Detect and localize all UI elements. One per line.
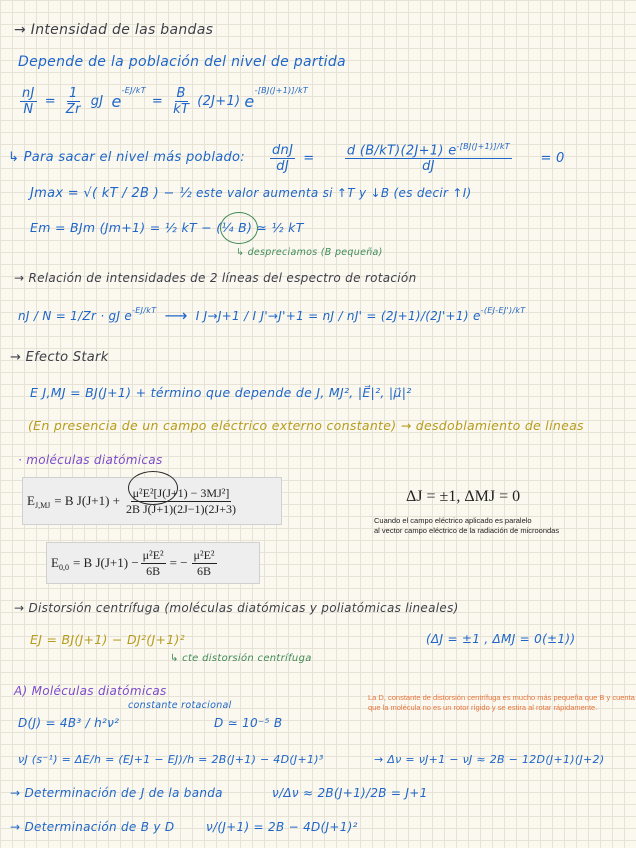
b-over-kt-fraction: [171, 86, 191, 117]
relacion-ratio: I J→J+1 / I J'→J'+1 = nJ / nJ' = (2J+1)/(2J'+1) e: [195, 308, 481, 323]
derivative-condition: $\frac{\text{dnJ}}{dJ}$ = $\frac{d (B/kT)(2J+1) e^{-[BJ(J+1)]/kT}}{dJ}$ = 0: [272, 142, 565, 175]
typed1-subscript: J,MJ: [34, 500, 51, 510]
exponent-2: -[BJ(J+1)]/kT: [254, 86, 309, 95]
typed1-mid: = B J(J+1) +: [54, 493, 120, 508]
determinacion-j-title: → Determinación de J de la banda: [10, 786, 223, 800]
typed2-subscript: 0,0: [58, 562, 69, 572]
typed1-denominator: 2B J(J+1)(2J−1)(2J+3): [126, 501, 236, 516]
d-equation: D(J) = 4B³ / h²ν²: [18, 716, 120, 730]
typed2-numerator-1: μ²E²: [142, 547, 164, 562]
section-title-relacion: → Relación de intensidades de 2 líneas del espectro de rotación: [14, 271, 417, 285]
degeneracy-factor: (2J+1): [197, 94, 241, 109]
dn-dj-fraction: [270, 143, 295, 174]
kt-label: kT: [173, 102, 190, 117]
stark-note: (En presencia de un campo eléctrico externo constante) → desdoblamiento de líneas: [28, 418, 584, 433]
derivative-fraction: [322, 142, 534, 174]
moleculas-diatomicas-label: · moléculas diatómicas: [18, 453, 163, 467]
typed2-denominator-2: 6B: [197, 563, 212, 578]
dn-label: dnJ: [272, 142, 294, 158]
d-magnitude: D ≃ 10⁻⁵ B: [214, 716, 283, 730]
distortion-explanation-note: La D, constante de distorsión centrífuga es mucho más pequeña que B y cuenta que la molécula no es un rotor rígido y se estira al rotar rápidamente.: [368, 693, 635, 712]
n-label: N: [23, 102, 34, 117]
b-label: B: [176, 86, 186, 101]
typed2-denominator-1: 6B: [146, 563, 161, 578]
circled-mu-e-term: [128, 471, 178, 505]
typed2-fraction-2: [192, 548, 217, 579]
typed1-e: E: [27, 493, 35, 508]
typed2-equals: = −: [169, 555, 188, 570]
cuando-note-line-2: al vector campo eléctrico de la radiación de microondas: [374, 526, 560, 535]
nj-over-n-fraction: [20, 86, 37, 117]
derivative-exponent: -[BJ(J+1)]/kT: [456, 142, 510, 151]
section-title-stark: → Efecto Stark: [10, 350, 109, 365]
cuando-note-line-1: Cuando el campo eléctrico aplicado es paralelo: [374, 516, 532, 525]
em-formula: Em = BJm (Jm+1) = ½ kT − (¼ B) ≃ ½ kT: [30, 220, 304, 235]
subsection-a-title: A) Moléculas diatómicas: [14, 684, 167, 698]
constante-rotacional-label: constante rotacional: [128, 700, 232, 711]
derivative-numerator-text: d (B/kT)(2J+1) e: [346, 143, 457, 159]
equals-zero: = 0: [540, 150, 565, 166]
dj-label: dJ: [276, 158, 289, 174]
determinacion-bd-equation: ν/(J+1) = 2B − 4D(J+1)²: [206, 820, 358, 834]
frequency-equation: νJ (s⁻¹) = ΔE/h = (EJ+1 − EJ)/h = 2B(J+1) − 4D(J+1)³: [18, 753, 324, 766]
typed2-e: E: [51, 555, 59, 570]
zr-label: Zr: [65, 102, 81, 117]
determinacion-j-equation: ν/Δν ≈ 2B(J+1)/2B = J+1: [272, 786, 428, 800]
typed2-mid: = B J(J+1) −: [72, 555, 139, 570]
nj-label: nJ: [22, 86, 35, 101]
stark-equation: E J,MJ = BJ(J+1) + término que depende de J, MJ², |E⃗|², |μ⃗|²: [30, 385, 412, 400]
exponent-1: -EJ/kT: [121, 86, 146, 95]
cte-distorsion-note: ↳ cte distorsión centrífuga: [170, 653, 312, 664]
typed2-numerator-2: μ²E²: [193, 547, 215, 562]
ej-equation: EJ = BJ(J+1) − DJ²(J+1)²: [30, 632, 185, 647]
relacion-exponent-2: -(EJ-EJ')/kT: [480, 306, 526, 315]
gj-label: gJ: [90, 94, 104, 109]
typed2-fraction-1: [141, 548, 166, 579]
section-title-distorsion: → Distorsión centrífuga (moléculas diatómicas y poliatómicas lineales): [14, 601, 459, 615]
relacion-lhs: nJ / N = 1/Zr · gJ e: [18, 308, 133, 323]
derivative-denominator: dJ: [422, 159, 435, 175]
section-title-intensidad: → Intensidad de las bandas: [14, 22, 214, 38]
relacion-arrow: ⟶: [164, 306, 188, 325]
selection-rule: ΔJ = ±1, ΔMJ = 0: [406, 488, 521, 505]
equals-sign: =: [151, 94, 164, 109]
derivative-numerator: [345, 142, 512, 159]
despreciamos-note: ↳ despreciamos (B pequeña): [236, 247, 383, 258]
relacion-formula: [18, 306, 526, 325]
determinacion-bd-title: → Determinación de B y D: [10, 820, 175, 834]
circled-term: [220, 212, 258, 244]
boltzmann-formula: $\frac{nJ}{N}$ = $\frac{1}{Zr}$ gJ e -EJ/kT = $\frac{B}{kT}$ (2J+1) e -[BJ(J+1)]/kT: [22, 86, 309, 117]
para-sacar-text: ↳ Para sacar el nivel más poblado:: [8, 150, 245, 165]
one-over-zr-fraction: [64, 86, 83, 117]
one-label: 1: [69, 86, 78, 101]
typed1-numerator: μ²E²[J(J+1) − 3MJ²]: [132, 485, 230, 500]
jmax-note: este valor aumenta si ↑T y ↓B (es decir ↑I): [196, 186, 472, 200]
delta-nu-equation: → Δν = νJ+1 − νJ ≈ 2B − 12D(J+1)(J+2): [374, 753, 605, 766]
jmax-formula: Jmax = √( kT / 2B ) − ½: [30, 186, 192, 201]
depende-text: Depende de la población del nivel de partida: [18, 54, 346, 70]
relacion-exponent: -EJ/kT: [132, 306, 157, 315]
ground-state-energy-box: [46, 542, 260, 584]
ej-selection-rules: (ΔJ = ±1 , ΔMJ = 0(±1)): [426, 632, 576, 646]
